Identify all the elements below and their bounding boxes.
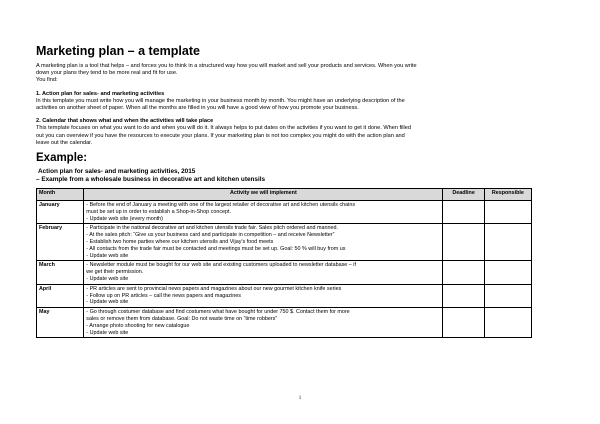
deadline-cell[interactable]	[443, 201, 484, 224]
deadline-cell[interactable]	[443, 308, 484, 338]
activity-line: - Update web site	[86, 299, 129, 306]
section1-line-1: In this template you must write how you will manage the marketing in your business month by month. You might have an underlying description of the	[36, 97, 405, 104]
example-heading: Example:	[36, 152, 88, 165]
activity-cell[interactable]	[84, 284, 443, 307]
activity-line: must be set up in order to establish a Shop-in-Shop concept.	[86, 208, 232, 215]
responsible-cell[interactable]	[484, 284, 531, 307]
table-row	[37, 261, 532, 284]
table-row	[37, 201, 532, 224]
activity-line: - Update web site	[86, 276, 129, 282]
activity-line: - Update web site	[86, 252, 129, 259]
responsible-cell[interactable]	[484, 201, 531, 224]
activity-line: - Participate in the national decorative art and kitchen utensils trade fair. Sales pitch ordered and manned.	[86, 225, 338, 232]
responsible-cell[interactable]	[484, 224, 531, 261]
activity-cell[interactable]	[84, 308, 443, 338]
month-cell: May	[37, 308, 84, 338]
activity-line: - Update web site (every month)	[86, 215, 163, 222]
activity-line: - Newsletter module must be bought for our web site and existing customers uploaded to newsletter database – if	[86, 262, 356, 269]
activity-line: we get their permission.	[86, 269, 144, 276]
activity-line: - Establish two home parties where our kitchen utensils and Vijay’s food meets	[86, 239, 274, 246]
month-cell: January	[37, 201, 84, 224]
table-row	[37, 284, 532, 307]
example-subheading: Action plan for sales- and marketing activities, 2015	[38, 168, 196, 176]
deadline-cell[interactable]	[443, 261, 484, 284]
activity-line: - Arrange photo shooting for new catalogue	[86, 322, 190, 329]
activity-line: - At the sales pitch: “Give us your business card and participate in competition – and receive Newsletter”	[86, 232, 335, 239]
header-activity: Activity we will implement	[84, 189, 443, 201]
activity-cell[interactable]	[84, 261, 443, 284]
table-header-row	[37, 189, 532, 201]
deadline-cell[interactable]	[443, 224, 484, 261]
activity-line: - Update web site	[86, 329, 129, 336]
activity-cell[interactable]	[84, 201, 443, 224]
section2-line-1: This template focuses on what you want to do and when you will do it. It always helps to put dates on the activities if you want to get it done. When filled	[36, 125, 411, 132]
header-month: Month	[37, 189, 84, 201]
header-deadline: Deadline	[443, 189, 484, 201]
intro-line-1: A marketing plan is a tool that helps – and forces you to think in a structured way how you will market and sell your products and services. When you write	[36, 63, 417, 69]
activity-cell[interactable]	[84, 224, 443, 261]
action-plan-table	[36, 188, 532, 338]
activity-line: sales or remove them from database. Goal: Do not waste time on “time robbers”	[86, 315, 278, 322]
section2-line-2: out you can overview if you have the resources to execute your plans. If your marketing plan is not too complex you might do with the action plan and	[36, 132, 405, 139]
table-row	[37, 224, 532, 261]
section2-heading: 2. Calendar that shows what and when the activities will take place	[36, 118, 214, 125]
activity-line: - Follow up on PR articles – call the news papers and magazines	[86, 292, 241, 299]
activity-line: - Before the end of January a meeting with one of the largest retailer of decorative art and kitchen utensils chains	[86, 202, 356, 209]
page-title: Marketing plan – a template	[36, 44, 200, 58]
deadline-cell[interactable]	[443, 284, 484, 307]
intro-line-2: down your plans they tend to be more real and fit for use.	[36, 70, 178, 77]
month-cell: April	[37, 284, 84, 307]
activity-line: - Go through costumer database and find costumers what have bought for under 750 $. Contact them for more	[86, 309, 350, 316]
responsible-cell[interactable]	[484, 308, 531, 338]
table-row	[37, 308, 532, 338]
responsible-cell[interactable]	[484, 261, 531, 284]
page-number: 1	[298, 396, 302, 401]
document-page	[36, 44, 564, 338]
month-cell: March	[37, 261, 84, 284]
month-cell: February	[37, 224, 84, 261]
header-responsible: Responsible	[484, 189, 531, 201]
intro-line-3: You find:	[36, 77, 58, 84]
section1-heading: 1. Action plan for sales- and marketing activities	[36, 90, 165, 97]
activity-line: - PR articles are sent to provincial news papers and magazines about our new gourmet kitchen knife series	[86, 285, 342, 292]
activity-line: - All contacts from the trade fair must be contacted and meetings must be set up. Goal: 50 % will buy from us	[86, 245, 346, 252]
section2-line-3: leave out the calendar.	[36, 139, 93, 146]
example-subheading-2: – Example from a wholesale business in decorative art and kitchen utensils	[36, 176, 266, 184]
section1-line-2: activities on another sheet of paper. When all the months are filled in you will have a good view of how you promote your business.	[36, 105, 359, 112]
